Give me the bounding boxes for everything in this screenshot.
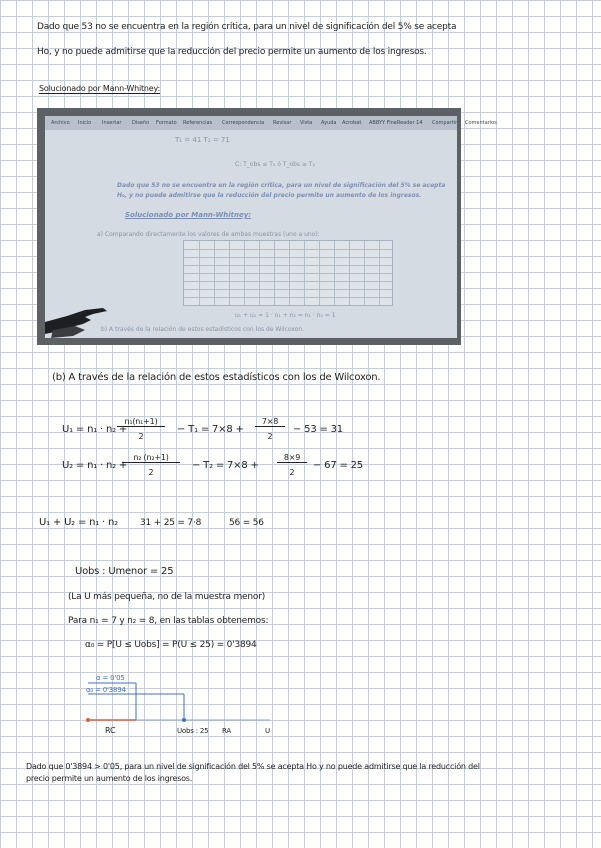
slide-toolbar-item: Acrobat xyxy=(342,120,362,126)
slide-crit-line: C: T_obs ≤ T₁ ó T_obs ≥ T₂ xyxy=(235,161,315,168)
sum-rhs: 56 = 56 xyxy=(229,518,264,528)
slide-heading: Solucionado por Mann-Whitney: xyxy=(125,211,252,219)
slide-toolbar-item: Referencias xyxy=(183,120,213,126)
uobs-line-2: (La U más pequeña, no de la muestra menor) xyxy=(68,592,266,602)
slide-table-row-line xyxy=(184,249,392,250)
u1-mid: − T₁ = 7×8 + xyxy=(177,424,244,435)
u2-frac-den: 2 xyxy=(148,468,154,477)
slide-toolbar-item: Correspondencia xyxy=(222,120,265,126)
slide-table-col-line xyxy=(379,241,380,305)
u2-left: U₂ = n₁ · n₂ + xyxy=(62,460,128,471)
conclusion-line-2: precio permite un aumento de los ingresos. xyxy=(26,774,193,783)
diagram-alpha0-label: α₀ = 0'3894 xyxy=(86,686,126,694)
slide-table-row-line xyxy=(184,289,392,290)
u2-frac2-num: 8×9 xyxy=(277,453,307,463)
slide-toolbar-item: Inicio xyxy=(78,120,92,126)
slide-toolbar xyxy=(45,116,497,130)
slide-table-col-line xyxy=(214,241,215,305)
u2-frac2-den: 2 xyxy=(289,468,295,477)
slide-table-row-line xyxy=(184,281,392,282)
slide-table-row-line xyxy=(184,297,392,298)
section-heading: Solucionado por Mann-Whitney: xyxy=(39,84,160,93)
slide-t-line: T₁ = 41 T₂ = 71 xyxy=(175,136,230,144)
slide-table-col-line xyxy=(334,241,335,305)
slide-toolbar-item: ABBYY FineReader 14 xyxy=(369,120,423,126)
pointing-hand-icon xyxy=(45,292,117,338)
paragraph-line-2: Ho, y no puede admitirse que la reducción del precio permite un aumento de los ingresos. xyxy=(37,47,427,57)
diagram-ra-label: RA xyxy=(222,727,231,735)
slide-para-2: H₀, y no puede admitirse que la reducción del precio permite un aumento de los ingresos. xyxy=(117,192,422,199)
sum-mid: 31 + 25 = 7·8 xyxy=(140,518,202,528)
slide-table-col-line xyxy=(289,241,290,305)
diagram-uobs-point xyxy=(182,718,186,722)
u1-frac2-den: 2 xyxy=(267,432,273,441)
diagram-rc-label: RC xyxy=(105,726,116,735)
diagram-uobs-label: Uobs : 25 xyxy=(177,727,209,735)
u2-end: − 67 = 25 xyxy=(313,460,363,471)
u2-frac-num: n₂ (n₂+1) xyxy=(122,453,180,463)
slide-toolbar-item: Revisar xyxy=(273,120,292,126)
slide-toolbar-item: Formato xyxy=(156,120,177,126)
projected-slide-photo xyxy=(37,108,497,345)
u1-frac2-num: 7×8 xyxy=(255,417,285,427)
slide-table-col-line xyxy=(259,241,260,305)
slide-para-1: Dado que 53 no se encuentra en la región crítica, para un nivel de significación del 5% se acepta xyxy=(117,182,446,189)
slide-item-b: b) A través de la relación de estos estadísticos con los de Wilcoxon. xyxy=(101,326,305,333)
slide-table-col-line xyxy=(349,241,350,305)
slide-table-col-line xyxy=(319,241,320,305)
uobs-line-1: Uobs : Umenor = 25 xyxy=(75,566,174,577)
slide-table-row-line xyxy=(184,265,392,266)
conclusion-line-1: Dado que 0'3894 > 0'05, para un nivel de significación del 5% se acepta Ho y no puede admitirse que la reducción del xyxy=(26,762,480,771)
slide-table-row-line xyxy=(184,257,392,258)
u1-frac-den: 2 xyxy=(138,432,144,441)
item-b-title: (b) A través de la relación de estos estadísticos con los de Wilcoxon. xyxy=(52,372,381,383)
slide-toolbar-item: Comentarios xyxy=(465,120,497,126)
slide-comparison-table xyxy=(183,240,393,306)
sum-lhs: U₁ + U₂ = n₁ · n₂ xyxy=(39,517,118,528)
slide-formula: u₁ + u₂ = 1 · n₁ + n₂ = n₁ · n₂ = 1 xyxy=(235,312,336,319)
slide-table-col-line xyxy=(199,241,200,305)
slide-table-col-line xyxy=(304,241,305,305)
slide-table-col-line xyxy=(364,241,365,305)
slide-toolbar-item: Ayuda xyxy=(321,120,337,126)
slide-table-col-line xyxy=(244,241,245,305)
slide-item-a: a) Comparando directamente los valores de ambas muestras (uno a uno): xyxy=(97,231,320,238)
diagram-rc-start xyxy=(86,718,90,722)
u1-left: U₁ = n₁ · n₂ + xyxy=(62,424,128,435)
paragraph-line-1: Dado que 53 no se encuentra en la región crítica, para un nivel de significación del 5% se acepta xyxy=(37,22,457,32)
slide-table-row-line xyxy=(184,273,392,274)
slide-screen xyxy=(45,116,497,338)
slide-table-col-line xyxy=(274,241,275,305)
u2-mid: − T₂ = 7×8 + xyxy=(192,460,259,471)
u1-end: − 53 = 31 xyxy=(293,424,343,435)
uobs-line-4: α₀ = P[U ≤ Uobs] = P(U ≤ 25) = 0'3894 xyxy=(85,640,257,650)
slide-toolbar-item: Archivo xyxy=(51,120,70,126)
diagram-u-label: U xyxy=(265,727,270,735)
uobs-line-3: Para n₁ = 7 y n₂ = 8, en las tablas obtenemos: xyxy=(68,616,269,626)
slide-toolbar-item: Diseño xyxy=(132,120,150,126)
critical-region-diagram xyxy=(70,676,280,736)
slide-toolbar-item: Compartir xyxy=(432,120,458,126)
u1-frac-num: n₁(n₁+1) xyxy=(117,417,165,427)
slide-table-col-line xyxy=(229,241,230,305)
diagram-alpha-label: α = 0'05 xyxy=(96,674,125,682)
slide-toolbar-item: Insertar xyxy=(102,120,122,126)
slide-toolbar-item: Vista xyxy=(300,120,313,126)
